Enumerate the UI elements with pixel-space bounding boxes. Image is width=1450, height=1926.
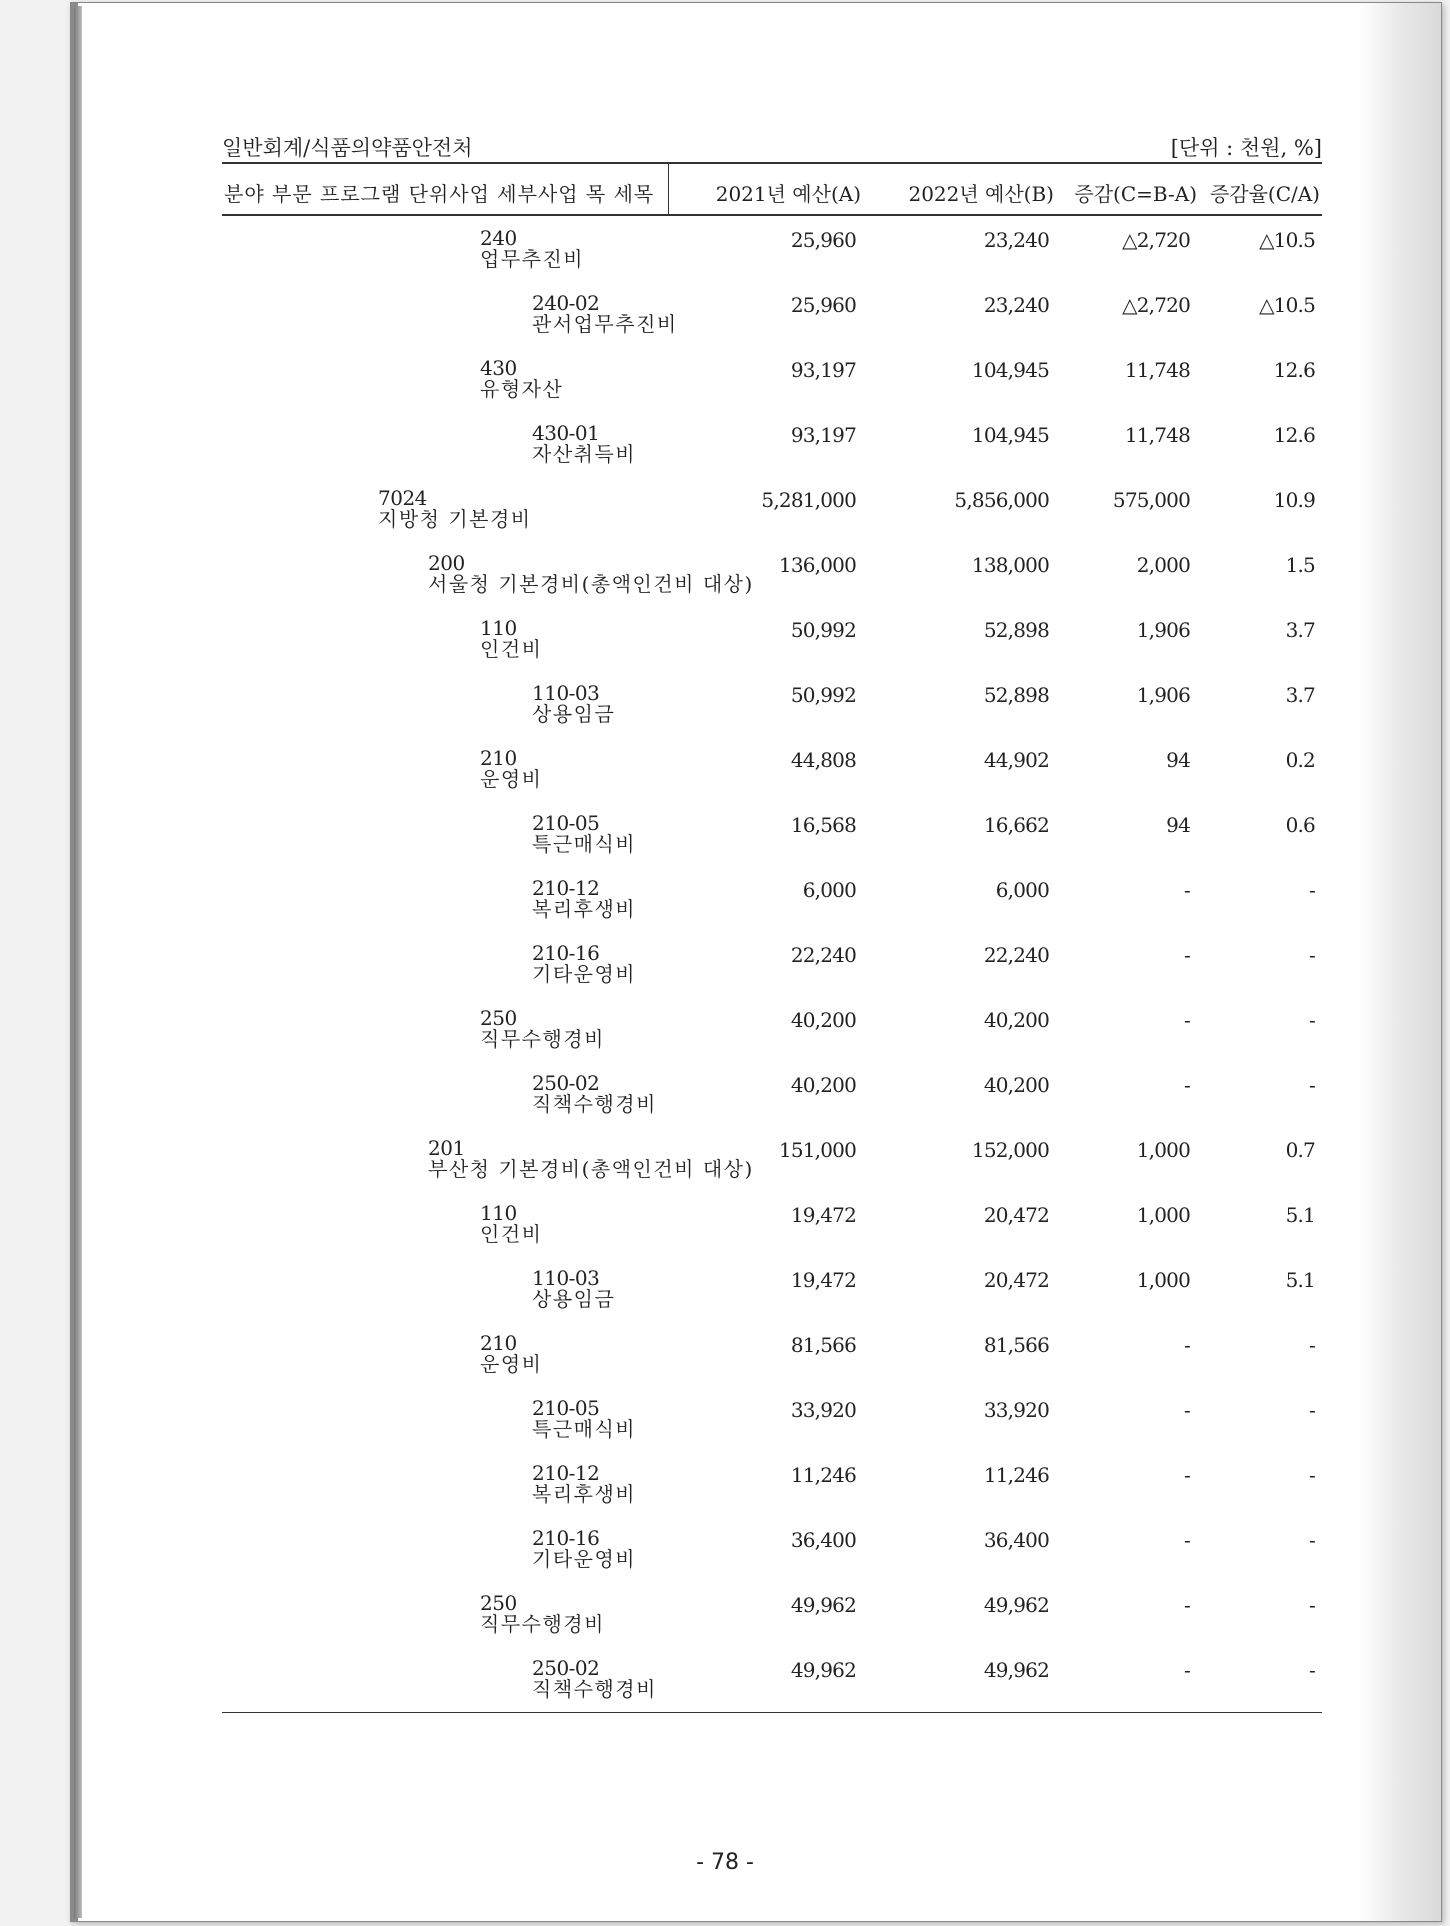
budget-2022-cell: 22,240 xyxy=(983,943,1049,967)
change-rate-cell: 0.2 xyxy=(1285,748,1315,772)
row-item-name xyxy=(532,1398,636,1440)
row-item-name xyxy=(480,1333,542,1375)
change-rate-cell: 0.6 xyxy=(1285,813,1315,837)
row-code: 110-03 xyxy=(532,1266,600,1290)
change-rate-cell: 5.1 xyxy=(1285,1203,1315,1227)
row-code: 210-12 xyxy=(532,876,600,900)
row-item-name xyxy=(532,1528,636,1570)
change-cell: 1,000 xyxy=(1136,1268,1190,1292)
change-cell: △2,720 xyxy=(1122,228,1190,252)
change-cell: 1,906 xyxy=(1136,618,1190,642)
row-code: 210-16 xyxy=(532,1526,600,1550)
row-item-name xyxy=(480,1008,605,1050)
row-code: 210 xyxy=(480,1331,517,1355)
row-item-name xyxy=(532,943,636,985)
budget-2022-cell: 49,962 xyxy=(983,1658,1049,1682)
change-cell: - xyxy=(1184,1008,1190,1032)
row-label: 상용임금 xyxy=(532,1287,616,1311)
budget-2022-cell: 104,945 xyxy=(971,358,1049,382)
row-label: 운영비 xyxy=(480,1352,543,1376)
change-cell: 1,906 xyxy=(1136,683,1190,707)
budget-2022-cell: 33,920 xyxy=(983,1398,1049,1422)
row-code: 201 xyxy=(428,1136,465,1160)
row-code: 250-02 xyxy=(532,1656,600,1680)
table-row xyxy=(222,805,1322,870)
change-cell: - xyxy=(1184,878,1190,902)
row-item-name xyxy=(532,1658,657,1700)
row-item-name xyxy=(480,358,563,400)
row-label: 기타운영비 xyxy=(532,962,637,986)
change-rate-cell: - xyxy=(1309,1658,1315,1682)
table-row xyxy=(222,935,1322,1000)
row-code: 240 xyxy=(480,226,517,250)
change-rate-cell: - xyxy=(1309,1528,1315,1552)
budget-2022-cell: 40,200 xyxy=(983,1073,1049,1097)
change-cell: - xyxy=(1184,1593,1190,1617)
row-label: 운영비 xyxy=(480,767,543,791)
budget-2022-cell: 5,856,000 xyxy=(954,488,1049,512)
row-label: 관서업무추진비 xyxy=(532,312,678,336)
change-rate-cell: - xyxy=(1309,1398,1315,1422)
table-row xyxy=(222,415,1322,480)
row-label: 유형자산 xyxy=(480,377,564,401)
budget-2021-cell: 36,400 xyxy=(790,1528,856,1552)
unit-label: [단위 : 천원, %] xyxy=(1170,136,1322,160)
table-row xyxy=(222,1130,1322,1195)
budget-2021-cell: 25,960 xyxy=(790,228,856,252)
budget-2021-cell: 6,000 xyxy=(802,878,856,902)
row-label: 복리후생비 xyxy=(532,897,637,921)
change-rate-cell: - xyxy=(1309,943,1315,967)
change-rate-cell: - xyxy=(1309,1008,1315,1032)
change-rate-cell: 12.6 xyxy=(1273,358,1315,382)
budget-2022-cell: 20,472 xyxy=(983,1203,1049,1227)
change-rate-cell: - xyxy=(1309,1333,1315,1357)
table-row xyxy=(222,740,1322,805)
budget-2021-cell: 49,962 xyxy=(790,1658,856,1682)
row-code: 210-16 xyxy=(532,941,600,965)
budget-2021-cell: 40,200 xyxy=(790,1073,856,1097)
change-rate-cell: - xyxy=(1309,1593,1315,1617)
page-number: - 78 - xyxy=(696,1850,754,1875)
change-cell: 1,000 xyxy=(1136,1203,1190,1227)
change-cell: 1,000 xyxy=(1136,1138,1190,1162)
row-code: 240-02 xyxy=(532,291,600,315)
table-row xyxy=(222,1585,1322,1650)
change-cell: △2,720 xyxy=(1122,293,1190,317)
table-row xyxy=(222,350,1322,415)
document-header xyxy=(222,130,1322,160)
change-cell: 2,000 xyxy=(1136,553,1190,577)
budget-2021-cell: 93,197 xyxy=(790,423,856,447)
budget-2021-cell: 136,000 xyxy=(778,553,856,577)
change-rate-cell: - xyxy=(1309,1073,1315,1097)
row-label: 직무수행경비 xyxy=(480,1612,605,1636)
row-item-name xyxy=(532,1268,615,1310)
change-rate-cell: 12.6 xyxy=(1273,423,1315,447)
change-cell: 575,000 xyxy=(1112,488,1190,512)
row-item-name xyxy=(532,293,678,335)
change-rate-cell: 1.5 xyxy=(1285,553,1315,577)
table-row xyxy=(222,1390,1322,1455)
table-row xyxy=(222,1455,1322,1520)
budget-2022-cell: 81,566 xyxy=(983,1333,1049,1357)
budget-2021-cell: 50,992 xyxy=(790,683,856,707)
budget-2022-cell: 16,662 xyxy=(983,813,1049,837)
budget-2022-cell: 40,200 xyxy=(983,1008,1049,1032)
budget-2021-cell: 151,000 xyxy=(778,1138,856,1162)
budget-2022-cell: 44,902 xyxy=(983,748,1049,772)
table-row xyxy=(222,675,1322,740)
row-label: 자산취득비 xyxy=(532,442,637,466)
category-column-header: 분야 부문 프로그램 단위사업 세부사업 목 세목 xyxy=(222,164,669,214)
row-item-name xyxy=(428,553,754,595)
row-item-name xyxy=(428,1138,754,1180)
row-code: 110 xyxy=(480,616,517,640)
row-item-name xyxy=(480,1203,542,1245)
change-rate-cell: △10.5 xyxy=(1259,228,1315,252)
change-column-header: 증감(C=B-A) xyxy=(1074,182,1197,206)
row-label: 특근매식비 xyxy=(532,832,637,856)
row-code: 7024 xyxy=(378,486,427,510)
budget-2021-cell: 16,568 xyxy=(790,813,856,837)
row-code: 210-12 xyxy=(532,1461,600,1485)
budget-2021-cell: 5,281,000 xyxy=(761,488,856,512)
change-cell: - xyxy=(1184,1333,1190,1357)
budget-2021-cell: 25,960 xyxy=(790,293,856,317)
row-code: 250 xyxy=(480,1591,517,1615)
budget-2022-column-header: 2022년 예산(B) xyxy=(908,182,1054,206)
table-header xyxy=(222,162,1322,216)
table-row xyxy=(222,1000,1322,1065)
budget-2021-cell: 11,246 xyxy=(790,1463,856,1487)
budget-2021-cell: 22,240 xyxy=(790,943,856,967)
budget-2022-cell: 49,962 xyxy=(983,1593,1049,1617)
change-rate-column-header: 증감율(C/A) xyxy=(1209,182,1320,206)
budget-2022-cell: 23,240 xyxy=(983,293,1049,317)
budget-2022-cell: 52,898 xyxy=(983,618,1049,642)
change-rate-cell: 10.9 xyxy=(1273,488,1315,512)
change-rate-cell: 3.7 xyxy=(1285,618,1315,642)
table-row xyxy=(222,1260,1322,1325)
table-row xyxy=(222,1325,1322,1390)
change-rate-cell: 0.7 xyxy=(1285,1138,1315,1162)
row-label: 지방청 기본경비 xyxy=(378,507,532,531)
change-cell: 94 xyxy=(1166,813,1190,837)
budget-2021-cell: 19,472 xyxy=(790,1268,856,1292)
budget-2022-cell: 23,240 xyxy=(983,228,1049,252)
change-cell: 94 xyxy=(1166,748,1190,772)
table-bottom-rule xyxy=(222,1712,1322,1713)
budget-table-body xyxy=(222,220,1322,1715)
budget-2022-cell: 138,000 xyxy=(971,553,1049,577)
change-rate-cell: - xyxy=(1309,878,1315,902)
row-label: 직책수행경비 xyxy=(532,1677,657,1701)
row-item-name xyxy=(480,618,542,660)
change-cell: - xyxy=(1184,1398,1190,1422)
table-row xyxy=(222,220,1322,285)
row-item-name xyxy=(480,1593,605,1635)
budget-2021-cell: 81,566 xyxy=(790,1333,856,1357)
change-cell: - xyxy=(1184,1463,1190,1487)
row-item-name xyxy=(532,683,615,725)
budget-2021-cell: 49,962 xyxy=(790,1593,856,1617)
page-binding-edge xyxy=(74,6,82,1918)
budget-2022-cell: 52,898 xyxy=(983,683,1049,707)
table-row xyxy=(222,285,1322,350)
budget-2022-cell: 11,246 xyxy=(983,1463,1049,1487)
change-cell: 11,748 xyxy=(1124,423,1190,447)
row-label: 부산청 기본경비(총액인건비 대상) xyxy=(428,1157,754,1181)
row-label: 복리후생비 xyxy=(532,1482,637,1506)
change-cell: - xyxy=(1184,943,1190,967)
budget-2021-cell: 40,200 xyxy=(790,1008,856,1032)
budget-2022-cell: 104,945 xyxy=(971,423,1049,447)
row-item-name xyxy=(532,878,636,920)
row-code: 430-01 xyxy=(532,421,600,445)
table-row xyxy=(222,1650,1322,1715)
budget-2021-column-header: 2021년 예산(A) xyxy=(715,182,861,206)
row-item-name xyxy=(532,1463,636,1505)
row-code: 200 xyxy=(428,551,465,575)
change-rate-cell: △10.5 xyxy=(1259,293,1315,317)
row-label: 업무추진비 xyxy=(480,247,585,271)
row-label: 직책수행경비 xyxy=(532,1092,657,1116)
row-code: 210-05 xyxy=(532,1396,600,1420)
row-item-name xyxy=(532,813,636,855)
row-code: 110-03 xyxy=(532,681,600,705)
change-cell: - xyxy=(1184,1528,1190,1552)
row-item-name xyxy=(532,1073,657,1115)
change-cell: 11,748 xyxy=(1124,358,1190,382)
change-cell: - xyxy=(1184,1658,1190,1682)
budget-2022-cell: 20,472 xyxy=(983,1268,1049,1292)
budget-2021-cell: 33,920 xyxy=(790,1398,856,1422)
row-label: 직무수행경비 xyxy=(480,1027,605,1051)
row-label: 인건비 xyxy=(480,637,543,661)
row-code: 210 xyxy=(480,746,517,770)
budget-2021-cell: 50,992 xyxy=(790,618,856,642)
table-row xyxy=(222,480,1322,545)
row-label: 기타운영비 xyxy=(532,1547,637,1571)
change-cell: - xyxy=(1184,1073,1190,1097)
row-label: 특근매식비 xyxy=(532,1417,637,1441)
budget-2022-cell: 36,400 xyxy=(983,1528,1049,1552)
budget-2021-cell: 93,197 xyxy=(790,358,856,382)
budget-2021-cell: 19,472 xyxy=(790,1203,856,1227)
row-label: 상용임금 xyxy=(532,702,616,726)
account-title: 일반회계/식품의약품안전처 xyxy=(222,136,473,160)
row-code: 250 xyxy=(480,1006,517,1030)
budget-2022-cell: 6,000 xyxy=(995,878,1049,902)
change-rate-cell: 3.7 xyxy=(1285,683,1315,707)
table-row xyxy=(222,1520,1322,1585)
budget-2021-cell: 44,808 xyxy=(790,748,856,772)
table-row xyxy=(222,1065,1322,1130)
row-code: 110 xyxy=(480,1201,517,1225)
change-rate-cell: - xyxy=(1309,1463,1315,1487)
table-row xyxy=(222,545,1322,610)
budget-2022-cell: 152,000 xyxy=(971,1138,1049,1162)
row-code: 430 xyxy=(480,356,517,380)
table-row xyxy=(222,870,1322,935)
table-row xyxy=(222,1195,1322,1260)
row-code: 210-05 xyxy=(532,811,600,835)
row-item-name xyxy=(378,488,532,530)
change-rate-cell: 5.1 xyxy=(1285,1268,1315,1292)
row-item-name xyxy=(480,748,542,790)
row-label: 서울청 기본경비(총액인건비 대상) xyxy=(428,572,754,596)
table-row xyxy=(222,610,1322,675)
row-code: 250-02 xyxy=(532,1071,600,1095)
row-label: 인건비 xyxy=(480,1222,543,1246)
row-item-name xyxy=(532,423,636,465)
row-item-name xyxy=(480,228,584,270)
